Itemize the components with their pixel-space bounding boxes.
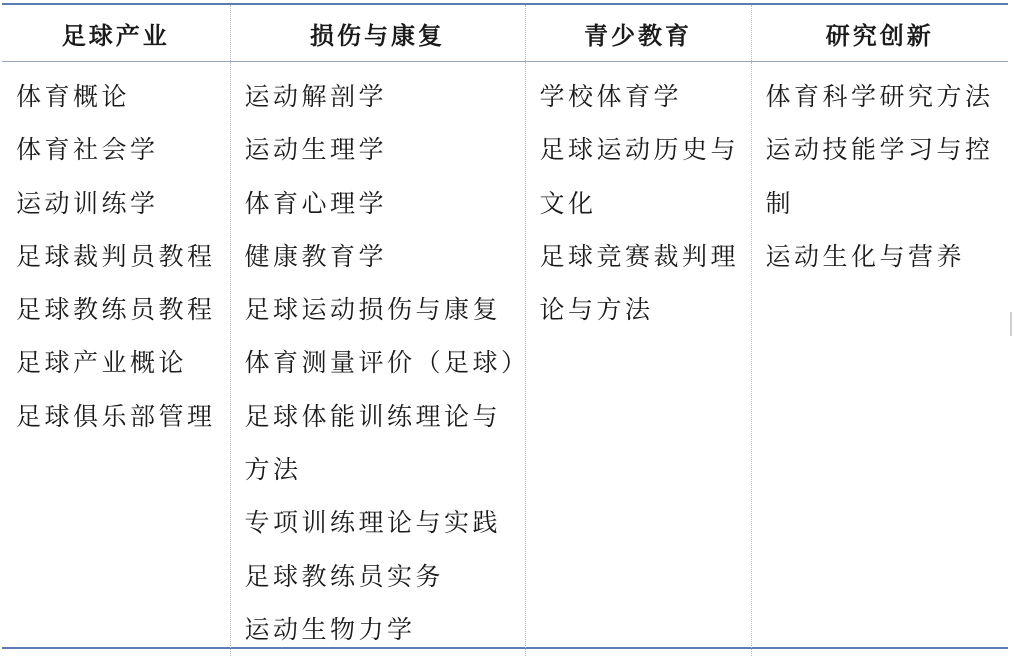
course-list — [540, 70, 751, 336]
course-item: 运动生化与营养 — [766, 230, 1009, 283]
edge-marker — [1010, 312, 1012, 336]
course-item: 运动技能学习与控制 — [766, 123, 1009, 230]
curriculum-table-container — [2, 3, 1008, 649]
course-item: 足球教练员教程 — [16, 283, 230, 336]
course-item: 体育概论 — [16, 70, 230, 123]
course-item: 体育测量评价（足球） — [245, 336, 525, 389]
course-item: 运动解剖学 — [245, 70, 525, 123]
column-cell — [2, 62, 230, 656]
course-item: 体育心理学 — [245, 177, 525, 230]
course-item: 体育科学研究方法 — [766, 70, 1009, 123]
course-item: 足球教练员实务 — [245, 550, 525, 603]
course-item: 足球俱乐部管理 — [16, 390, 230, 443]
course-list — [16, 70, 230, 443]
column-header-injury-rehab: 损伤与康复 — [230, 5, 525, 62]
course-item: 运动生物力学 — [245, 603, 525, 656]
course-item: 运动生理学 — [245, 123, 525, 176]
course-item: 运动训练学 — [16, 177, 230, 230]
column-cell — [525, 62, 751, 656]
course-item: 足球体能训练理论与方法 — [245, 390, 525, 497]
course-item: 健康教育学 — [245, 230, 525, 283]
course-item: 专项训练理论与实践 — [245, 496, 525, 549]
course-item: 学校体育学 — [540, 70, 751, 123]
course-item: 足球运动历史与文化 — [540, 123, 751, 230]
column-cell — [751, 62, 1008, 656]
course-item: 足球裁判员教程 — [16, 230, 230, 283]
header-row — [2, 5, 1008, 62]
course-item: 足球产业概论 — [16, 336, 230, 389]
course-item: 体育社会学 — [16, 123, 230, 176]
course-item: 足球运动损伤与康复 — [245, 283, 525, 336]
curriculum-table — [2, 5, 1008, 656]
course-list — [766, 70, 1009, 283]
course-item: 足球竞赛裁判理论与方法 — [540, 230, 751, 337]
column-header-football-industry: 足球产业 — [2, 5, 230, 62]
content-row — [2, 62, 1008, 656]
column-header-research-innovation: 研究创新 — [751, 5, 1008, 62]
course-list — [245, 70, 525, 656]
column-header-youth-education: 青少教育 — [525, 5, 751, 62]
column-cell — [230, 62, 525, 656]
